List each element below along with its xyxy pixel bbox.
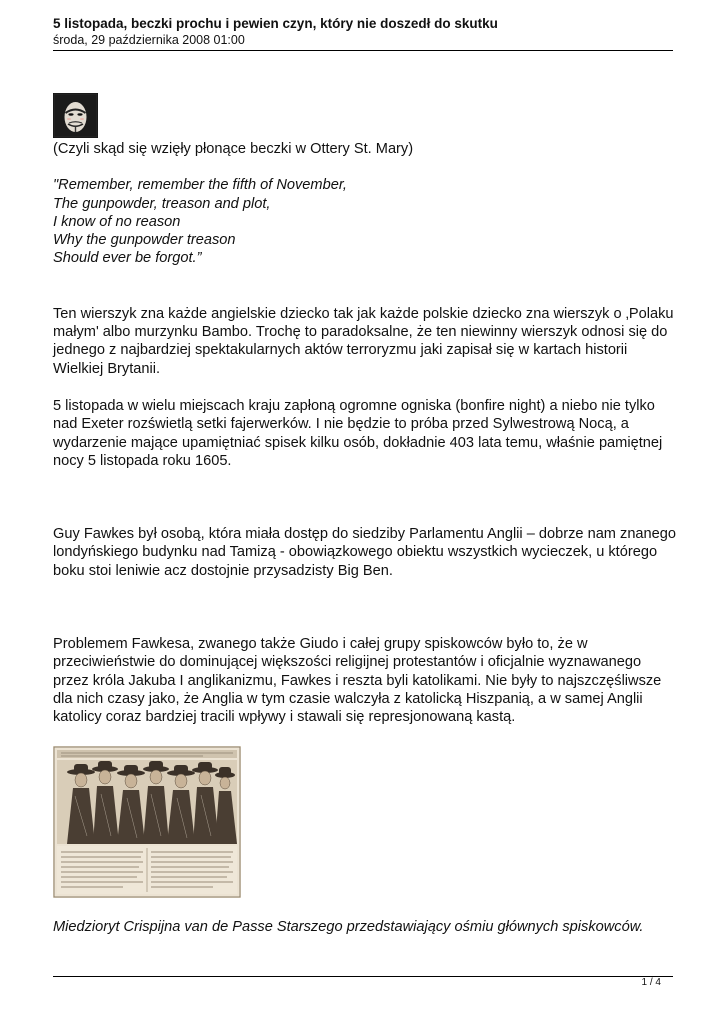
article-date: środa, 29 października 2008 01:00 — [53, 33, 245, 47]
paragraph: Guy Fawkes był osobą, która miała dostęp do siedziby Parlamentu Anglii – dobrze nam znanego londyńskiego budynku nad Tamizą - obowiązkowego obiektu wszystkich wycieczek, u którego boku stoi leniwie acz dostojnie przysadzisty Big Ben. — [53, 526, 677, 579]
paragraph: 5 listopada w wielu miejscach kraju zapłoną ogromne ogniska (bonfire night) a niebo nie tylko nad Exeter rozświetlą setki fajerwerków. I nie będzie to próba przed Sylwestrową Nocą, a wydarzenie mające upamiętniać spisek kilku osób, dokładnie 403 lata temu, właśnie pamiętnej nocy 5 listopada roku 1605. — [53, 397, 663, 469]
poem-line: "Remember, remember the fifth of November, — [53, 177, 347, 194]
poem-line: The gunpowder, treason and plot, — [53, 195, 271, 212]
paragraph: Ten wierszyk zna każde angielskie dziecko tak jak każde polskie dziecko zna wierszyk o ‚Polaku małym' albo murzynku Bambo. Trochę to paradoksalne, że ten niewinny wierszyk odnosi się do jednego z najbardziej spektakularnych aktów terroryzmu jaki zapisał się w kartach historii Wielkiej Brytanii. — [53, 305, 674, 377]
page-number: 1 / 4 — [641, 977, 661, 988]
header-divider — [53, 50, 673, 51]
poem-line: Should ever be forgot.” — [53, 250, 202, 267]
poem-line: Why the gunpowder treason — [53, 232, 236, 249]
article-title: 5 listopada, beczki prochu i pewien czyn, który nie doszedł do skutku — [53, 16, 498, 31]
poem-quote — [53, 176, 677, 267]
paragraph: Problemem Fawkesa, zwanego także Giudo i całej grupy spiskowców było to, że w przeciwieństwie do dominującej większości religijnej protestantów i oficjalnie wyznawanego przez króla Jakuba I anglikanizmu, Fawkes i reszta byli katolikami. Nie były to najszczęśliwsze dla nich czasy jako, że Anglia w tym czasie walczyła z katolicką Hiszpanią, a w samej Anglii katolicy coraz bardziej tracili wpływy i stawali się represjonowaną kastą. — [53, 636, 662, 726]
poem-line: I know of no reason — [53, 213, 181, 230]
image-caption: Miedzioryt Crispijna van de Passe Starszego przedstawiający ośmiu głównych spiskowców. — [53, 918, 644, 935]
page-header — [53, 15, 673, 48]
footer-divider — [53, 976, 673, 977]
intro-text: (Czyli skąd się wzięły płonące beczki w Ottery St. Mary) — [53, 141, 414, 157]
guy-fawkes-mask-image — [53, 93, 98, 138]
article-body — [53, 93, 677, 936]
conspirators-engraving-image — [53, 746, 241, 898]
